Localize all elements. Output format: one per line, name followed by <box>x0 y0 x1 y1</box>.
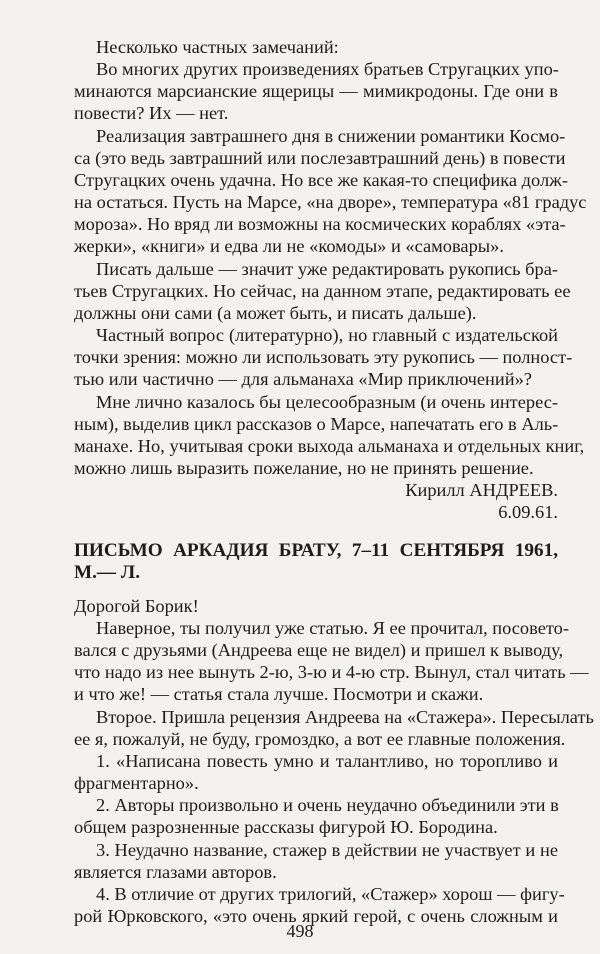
text-line: рой Юрковского, «это очень яркий герой, с очень сложным и <box>74 906 558 926</box>
text-line: точки зрения: можно ли использовать эту рукопись — полност- <box>74 347 573 367</box>
text-line: вался с друзьями (Андреева еще не видел) и пришел к выводу, <box>74 640 564 660</box>
section-heading: М.— Л. <box>74 562 140 583</box>
text-line: Мне лично казалось бы целесообразным (и очень интерес- <box>96 392 558 412</box>
text-line: Второе. Пришла рецензия Андреева на «Стажера». Пересылать <box>96 707 594 727</box>
section-heading: ПИСЬМО АРКАДИЯ БРАТУ, 7–11 СЕНТЯБРЯ 1961, <box>74 540 558 561</box>
page-number: 498 <box>286 921 314 941</box>
text-line: можно лишь выразить пожелание, но не принять решение. <box>74 458 534 478</box>
text-line: Во многих других произведениях братьев Стругацких упо- <box>96 59 559 79</box>
text-line: и что же! — статья стала лучше. Посмотри и скажи. <box>74 684 484 704</box>
signature-date: 6.09.61. <box>498 502 558 522</box>
text-line: 2. Авторы произвольно и очень неудачно объединили эти в <box>96 795 559 815</box>
text-line: 3. Неудачно название, стажер в действии не участвует и не <box>96 840 558 860</box>
text-line: Частный вопрос (литературно), но главный с издательской <box>96 325 558 345</box>
text-line: Наверное, ты получил уже статью. Я ее прочитал, посовето- <box>96 618 569 638</box>
text-line: минаются марсианские ящерицы — мимикродоны. Где они в <box>74 81 558 101</box>
text-line: ным), выделив цикл рассказов о Марсе, напечатать его в Аль- <box>74 414 559 434</box>
text-line: общем разрозненные рассказы фигурой Ю. Бородина. <box>74 817 498 837</box>
text-line: что надо из нее вынуть 2-ю, 3-ю и 4-ю стр. Вынул, стал читать — <box>74 662 589 682</box>
text-line: Несколько частных замечаний: <box>96 37 339 57</box>
text-line: должны они сами (а может быть, и писать дальше). <box>74 303 477 323</box>
text-line: манахе. Но, учитывая сроки выхода альманаха и отдельных книг, <box>74 436 585 456</box>
text-line: является глазами авторов. <box>74 862 277 882</box>
letter-salutation: Дорогой Борик! <box>74 596 199 616</box>
text-line: тью или частично — для альманаха «Мир приключений»? <box>74 369 532 389</box>
text-line: са (это ведь завтрашний или послезавтрашний день) в повести <box>74 148 566 168</box>
text-line: на остаться. Пусть на Марсе, «на дворе», температура «81 градус <box>74 192 587 212</box>
text-line: ее я, пожалуй, не буду, громоздко, а вот ее главные положения. <box>74 729 566 749</box>
text-line: повести? Их — нет. <box>74 103 229 123</box>
signature: Кирилл АНДРЕЕВ. <box>405 480 558 500</box>
text-line: жерки», «книги» и едва ли не «комоды» и «самовары». <box>74 236 504 256</box>
text-line: Стругацких очень удачна. Но все же какая-то специфика долж- <box>74 170 568 190</box>
text-line: тьев Стругацких. Но сейчас, на данном этапе, редактировать ее <box>74 281 571 301</box>
text-line: 4. В отличие от других трилогий, «Стажер» хорош — фигу- <box>96 884 565 904</box>
text-line: Реализация завтрашнего дня в снижении романтики Космо- <box>96 126 566 146</box>
text-line: Писать дальше — значит уже редактировать рукопись бра- <box>96 259 558 279</box>
text-line: мороза». Но вряд ли возможны на космических кораблях «эта- <box>74 214 566 234</box>
text-line: фрагментарно». <box>74 773 199 793</box>
text-line: 1. «Написана повесть умно и талантливо, но торопливо и <box>96 751 558 771</box>
